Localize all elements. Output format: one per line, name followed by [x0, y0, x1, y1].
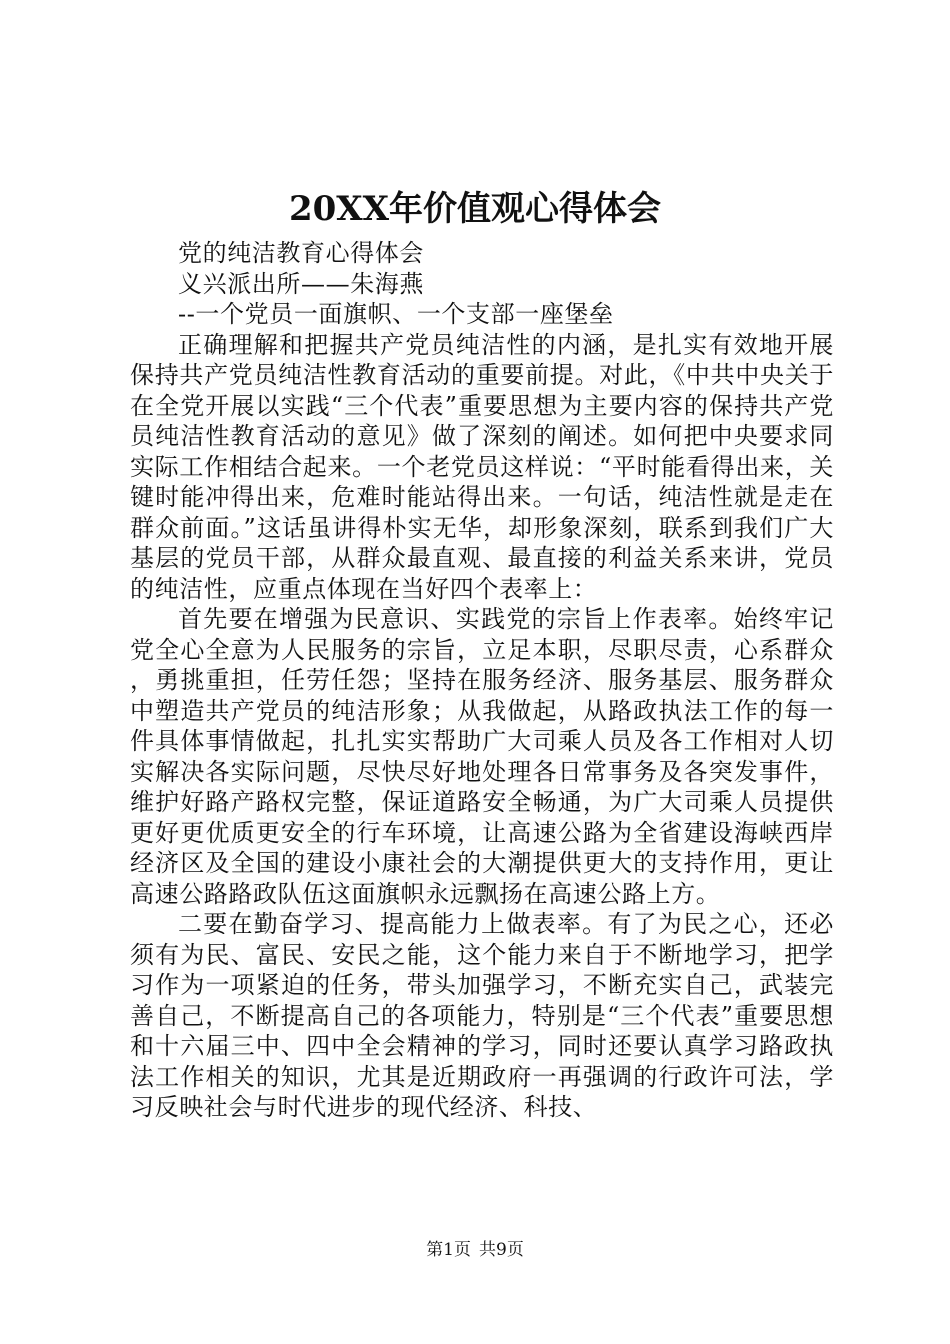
page-footer [0, 1238, 950, 1262]
intro-line-subtitle: 党的纯洁教育心得体会 [178, 239, 424, 267]
body-paragraph: 正确理解和把握共产党员纯洁性的内涵，是扎实有效地开展保持共产党员纯洁性教育活动的重要前提。对此，《中共中央关于在全党开展以实践“三个代表”重要思想为主要内容的保持共产党员纯洁性教育活动的意见》做了深刻的阐述。如何把中央要求同实际工作相结合起来。一个老党员这样说：“平时能看得出来，关键时能冲得出来，危难时能站得出来。一句话，纯洁性就是走在群众前面。”这话虽讲得朴实无华，却形象深刻，联系到我们广大基层的党员干部，从群众最直观、最直接的利益关系来讲，党员的纯洁性，应重点体现在当好四个表率上： [130, 330, 834, 603]
page-total: 共9页 [479, 1240, 524, 1260]
intro-line-author: 义兴派出所——朱海燕 [178, 269, 424, 298]
intro-line-slogan: --一个党员一面旗帜、一个支部一座堡垒 [178, 300, 614, 328]
document-body [130, 238, 834, 1123]
body-paragraph: 二要在勤奋学习、提高能力上做表率。有了为民之心，还必须有为民、富民、安民之能，这个能力来自于不断地学习，把学习作为一项紧迫的任务，带头加强学习，不断充实自己，武装完善自己，不断提高自己的各项能力，特别是“三个代表”重要思想和十六届三中、四中全会精神的学习，同时还要认真学习路政执法工作相关的知识，尤其是近期政府一再强调的行政许可法，学习反映社会与时代进步的现代经济、科技、 [130, 910, 834, 1121]
document-title: 20XX年价值观心得体会 [288, 189, 662, 229]
body-paragraph: 首先要在增强为民意识、实践党的宗旨上作表率。始终牢记党全心全意为人民服务的宗旨，立足本职，尽职尽责，心系群众，勇挑重担，任劳任怨；坚持在服务经济、服务基层、服务群众中塑造共产党员的纯洁形象；从我做起，从路政执法工作的每一件具体事情做起，扎扎实实帮助广大司乘人员及各工作相对人切实解决各实际问题，尽快尽好地处理各日常事务及各突发事件，维护好路产路权完整，保证道路安全畅通，为广大司乘人员提供更好更优质更安全的行车环境，让高速公路为全省建设海峡西岸经济区及全国的建设小康社会的大潮提供更大的支持作用，更让高速公路路政队伍这面旗帜永远飘扬在高速公路上方。 [130, 605, 834, 908]
page-number: 第1页 [426, 1240, 471, 1260]
